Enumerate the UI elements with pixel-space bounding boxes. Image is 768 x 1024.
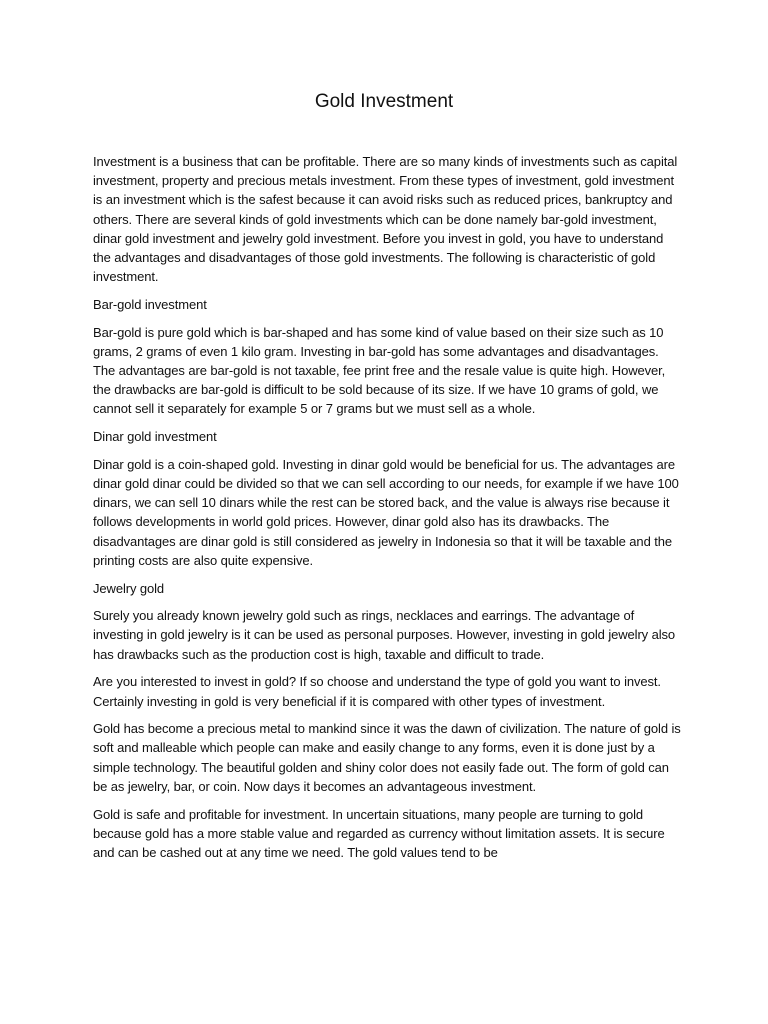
paragraph-intro: Investment is a business that can be profitable. There are so many kinds of investments such as capital investment, property and precious metals investment. From these types of investment, gold investment is an investment which is the safest because it can avoid risks such as reduced prices, bankruptcy and others. There are several kinds of gold investments which can be done namely bar-gold investment, dinar gold investment and jewelry gold investment. Before you invest in gold, you have to understand the advantages and disadvantages of those gold investments. The following is characteristic of gold investment. [93,154,678,285]
paragraph-precious-metal: Gold has become a precious metal to mankind since it was the dawn of civilization. The nature of gold is soft and malleable which people can make and easily change to any forms, even it is done just by a simple technology. The beautiful golden and shiny color does not easily fade out. The form of gold can be as jewelry, bar, or coin. Now days it becomes an advantageous investment. [93,721,681,794]
paragraph-bar-gold: Bar-gold is pure gold which is bar-shaped and has some kind of value based on their size such as 10 grams, 2 grams of even 1 kilo gram. Investing in bar-gold has some advantages and disadvantages. The advantages are bar-gold is not taxable, fee print free and the resale value is quite high. However, the drawbacks are bar-gold is difficult to be sold because of its size. If we have 10 grams of gold, we cannot sell it separately for example 5 or 7 grams but we must sell as a whole. [93,324,666,417]
paragraph-interested: Are you interested to invest in gold? If so choose and understand the type of gold you want to invest. Certainly investing in gold is very beneficial if it is compared with other types of investment. [93,674,661,709]
document-title: Gold Investment [314,91,454,112]
section-heading-bar-gold: Bar-gold investment [93,296,207,312]
paragraph-safe-profitable: Gold is safe and profitable for investment. In uncertain situations, many people are turning to gold because gold has a more stable value and regarded as currency without limitation assets. It is secure and can be cashed out at any time we need. The gold values tend to be [93,806,665,860]
document-body [93,152,683,871]
section-heading-dinar-gold: Dinar gold investment [93,429,217,445]
paragraph-jewelry-gold: Surely you already known jewelry gold such as rings, necklaces and earrings. The advantage of investing in gold jewelry is it can be used as personal purposes. However, investing in gold jewelry also has drawbacks such as the production cost is high, taxable and difficult to trade. [93,608,676,662]
section-heading-jewelry-gold: Jewelry gold [93,580,165,596]
paragraph-dinar-gold: Dinar gold is a coin-shaped gold. Investing in dinar gold would be beneficial for us. The advantages are dinar gold dinar could be divided so that we can sell according to our needs, for example if we have 100 dinars, we can sell 10 dinars while the rest can be stored back, and the value is always rise because it follows developments in world gold prices. However, dinar gold also has its drawbacks. The disadvantages are dinar gold is still considered as jewelry in Indonesia so that it will be taxable and the printing costs are also quite expensive. [93,456,679,568]
